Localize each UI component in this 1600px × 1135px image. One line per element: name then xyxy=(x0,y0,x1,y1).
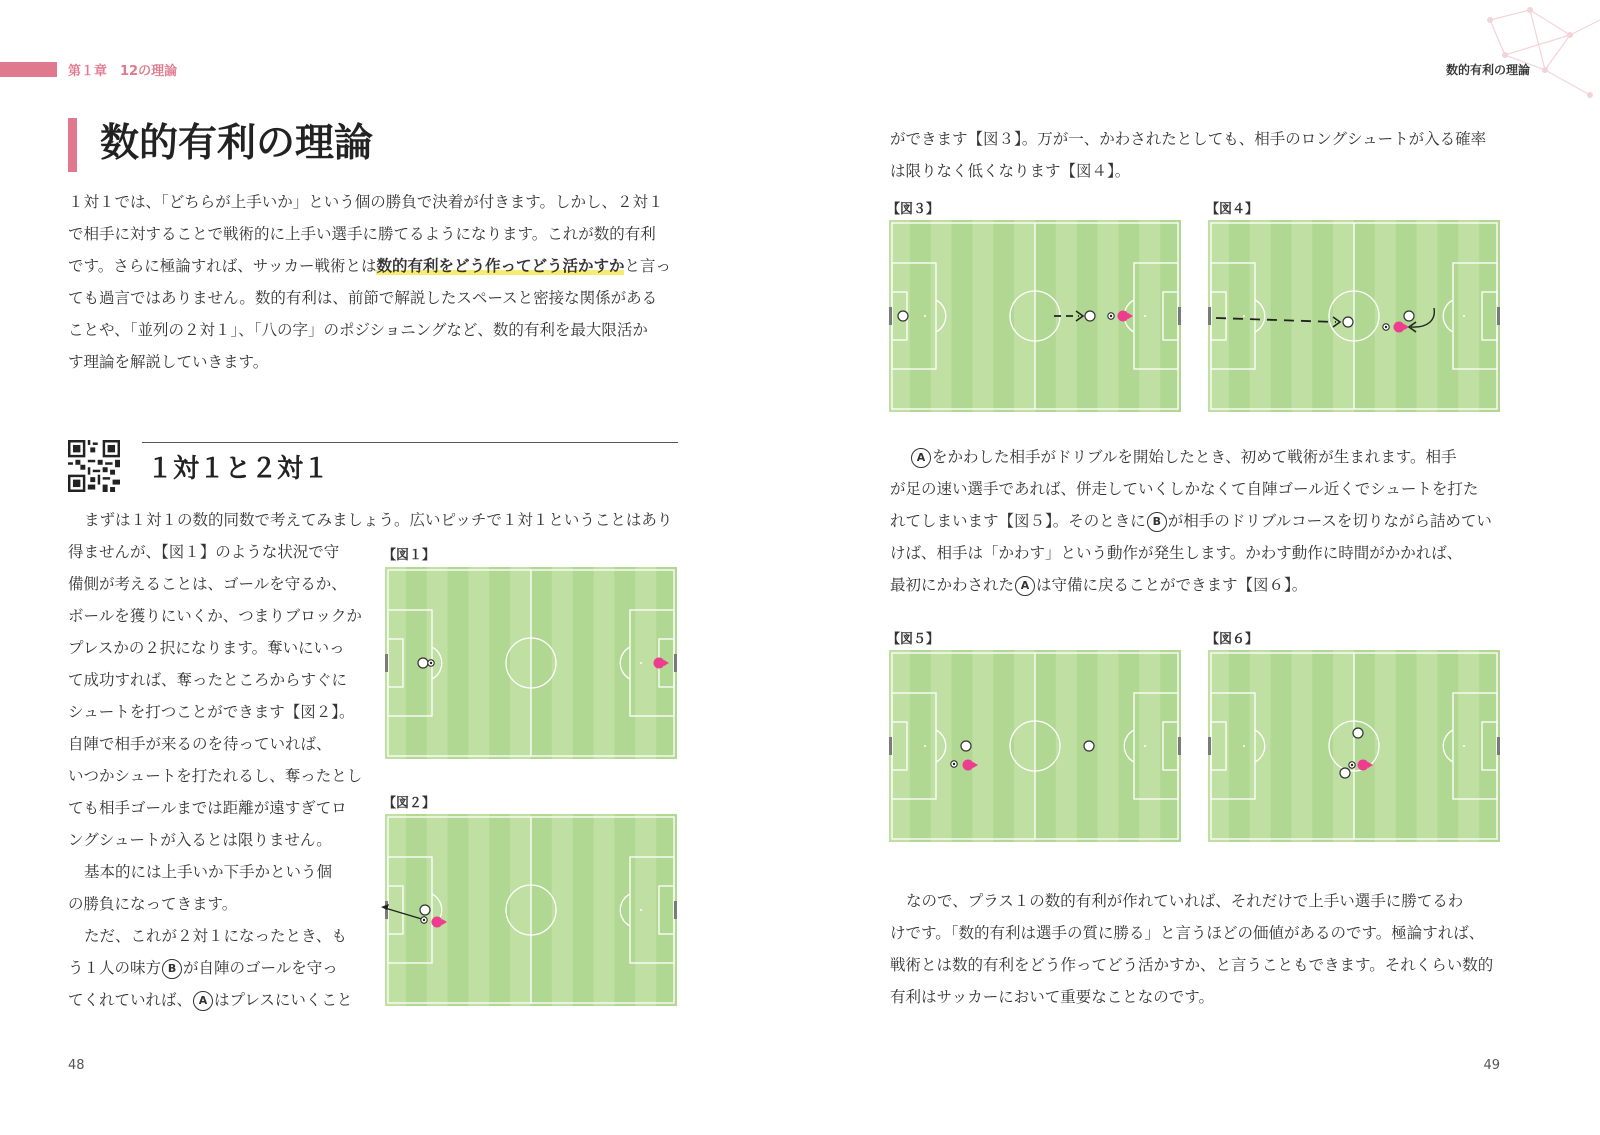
body-line: けば、相手は「かわす」という動作が発生します。かわす動作に時間がかかれば、 xyxy=(890,544,1463,562)
figure-3-label: 【図３】 xyxy=(887,202,940,217)
ball-icon xyxy=(421,917,427,923)
player-b-marker: B xyxy=(1147,512,1167,532)
body-line: ても相手ゴールまでは距離が遠すぎてロ xyxy=(68,799,347,817)
page-number-left: 48 xyxy=(68,1058,85,1073)
chapter-color-bar xyxy=(0,62,57,77)
right-bottom-paragraph xyxy=(890,885,1530,1013)
figure-4-pitch xyxy=(1208,220,1500,412)
body-text: が相手のドリブルコースを切りながら詰めてい xyxy=(1167,512,1492,530)
player-a-marker: A xyxy=(1015,576,1035,596)
body-line: ができます【図３】。万が一、かわされたとしても、相手のロングシュートが入る確率 xyxy=(890,130,1487,148)
body-line: ングシュートが入るとは限りません。 xyxy=(68,831,332,849)
defender-marker xyxy=(961,741,971,751)
page-number-right: 49 xyxy=(1483,1058,1500,1073)
body-line: が足の速い選手であれば、併走していくしかなくて自陣ゴール近くでシュートを打た xyxy=(890,480,1479,498)
defender-marker xyxy=(1404,311,1414,321)
pitch-diagram xyxy=(1208,650,1500,842)
ball-icon xyxy=(1108,313,1114,319)
intro-text: と言っ xyxy=(624,257,671,275)
network-decoration-icon xyxy=(1460,0,1600,100)
defender-marker xyxy=(1353,728,1363,738)
attacker-marker xyxy=(1358,760,1369,771)
attacker-marker xyxy=(963,760,974,771)
body-line: 備側が考えることは、ゴールを守るか、 xyxy=(68,575,347,593)
body-line xyxy=(68,952,368,984)
right-mid-paragraph xyxy=(890,441,1530,601)
figure-4-label: 【図４】 xyxy=(1206,202,1259,217)
figure-1-label: 【図１】 xyxy=(383,548,436,563)
defender-marker xyxy=(418,658,428,668)
defender-marker xyxy=(1084,741,1094,751)
title-accent-bar xyxy=(68,118,77,172)
body-line: シュートを打つことができます【図２】。 xyxy=(68,703,355,721)
body-line: は限りなく低くなります【図４】。 xyxy=(890,162,1131,180)
attacker-marker xyxy=(432,917,443,928)
figure-5-label: 【図５】 xyxy=(887,632,940,647)
intro-line xyxy=(68,250,688,282)
ball-icon xyxy=(428,660,434,666)
figure-2-pitch xyxy=(385,814,677,1006)
body-line: 自陣で相手が来るのを待っていれば、 xyxy=(68,735,332,753)
intro-line: で相手に対することで戦術的に上手い選手に勝てるようになります。これが数的有利 xyxy=(68,225,656,243)
attacker-marker xyxy=(1394,322,1405,333)
highlighted-phrase: 数的有利をどう作ってどう活かすか xyxy=(376,257,625,275)
intro-line: す理論を解説していきます。 xyxy=(68,353,269,371)
attacker-marker xyxy=(1118,311,1129,322)
section-first-line: まずは１対１の数的同数で考えてみましょう。広いピッチで１対１ということはあり xyxy=(84,511,673,529)
player-b-marker: B xyxy=(162,959,182,979)
body-line: なので、プラス１の数的有利が作れていれば、それだけで上手い選手に勝てるわ xyxy=(906,892,1464,910)
body-line: て成功すれば、奪ったところからすぐに xyxy=(68,671,348,689)
ball-icon xyxy=(951,761,957,767)
body-text: てくれていれば、 xyxy=(68,991,193,1009)
intro-line: ても過言ではありません。数的有利は、前節で解説したスペースと密接な関係がある xyxy=(68,289,658,307)
figure-1-pitch xyxy=(385,567,677,759)
body-line: けです。「数的有利は選手の質に勝る」と言うほどの価値があるのです。極論すれば、 xyxy=(890,924,1485,942)
attacker-marker xyxy=(654,658,665,669)
running-head: 数的有利の理論 xyxy=(1445,63,1530,77)
intro-line: ことや、「並列の２対１」、「八の字」のポジショニングなど、数的有利を最大限活か xyxy=(68,321,648,339)
body-line: ボールを獲りにいくか、つまりブロックか xyxy=(68,607,362,625)
right-top-paragraph xyxy=(890,123,1530,187)
body-line: 得ませんが、【図１】のような状況で守 xyxy=(68,543,340,561)
defender-marker xyxy=(420,905,430,915)
intro-paragraph xyxy=(68,186,688,378)
pitch-diagram xyxy=(889,650,1181,842)
body-text: 最初にかわされた xyxy=(890,576,1015,594)
section-narrow-column xyxy=(68,536,368,1016)
body-line: 戦術とは数的有利をどう作ってどう活かすか、と言うこともできます。それくらい数的 xyxy=(890,956,1494,974)
ball-icon xyxy=(1349,762,1355,768)
body-text: はプレスにいくこと xyxy=(214,991,353,1009)
body-line xyxy=(890,505,1530,537)
figure-3-pitch xyxy=(889,220,1181,412)
pitch-diagram xyxy=(1208,220,1500,412)
chapter-label: 第１章 12の理論 xyxy=(68,64,178,79)
figure-5-pitch xyxy=(889,650,1181,842)
body-text: れてしまいます【図５】。そのときに xyxy=(890,512,1146,530)
body-text: う１人の味方 xyxy=(68,959,162,977)
ball-icon xyxy=(1383,324,1389,330)
body-text: をかわした相手がドリブルを開始したとき、初めて戦術が生まれます。相手 xyxy=(932,448,1457,466)
defender-marker xyxy=(1085,311,1095,321)
pitch-diagram xyxy=(385,567,677,759)
figure-6-label: 【図６】 xyxy=(1206,632,1259,647)
intro-text: です。さらに極論すれば、サッカー戦術とは xyxy=(68,257,377,275)
body-line: プレスかの２択になります。奪いにいっ xyxy=(68,639,345,657)
body-line xyxy=(68,984,368,1016)
figure-2-label: 【図２】 xyxy=(383,796,436,811)
section-rule xyxy=(142,442,678,443)
defender-marker xyxy=(1340,768,1350,778)
body-text: は守備に戻ることができます【図６】。 xyxy=(1036,576,1308,594)
body-line: 基本的には上手いか下手かという個 xyxy=(84,863,333,881)
body-line: 有利はサッカーにおいて重要なことなのです。 xyxy=(890,988,1214,1006)
body-line xyxy=(890,569,1530,601)
section-title: １対１と２対１ xyxy=(147,454,330,484)
player-a-marker: A xyxy=(193,991,213,1011)
player-a-marker: A xyxy=(911,448,931,468)
figure-6-pitch xyxy=(1208,650,1500,842)
body-line xyxy=(890,441,1530,473)
qr-code-icon[interactable] xyxy=(68,440,120,492)
intro-line: １対１では、「どちらが上手いか」という個の勝負で決着が付きます。しかし、２対１ xyxy=(68,193,664,211)
defender-marker xyxy=(898,311,908,321)
page-title: 数的有利の理論 xyxy=(100,121,374,166)
pitch-diagram xyxy=(385,814,677,1006)
body-line: の勝負になってきます。 xyxy=(68,895,238,913)
body-line: ただ、これが２対１になったとき、も xyxy=(84,927,347,945)
pitch-diagram xyxy=(889,220,1181,412)
body-line: いつかシュートを打たれるし、奪ったとし xyxy=(68,767,363,785)
defender-marker xyxy=(1343,317,1353,327)
body-text: が自陣のゴールを守っ xyxy=(183,959,338,977)
